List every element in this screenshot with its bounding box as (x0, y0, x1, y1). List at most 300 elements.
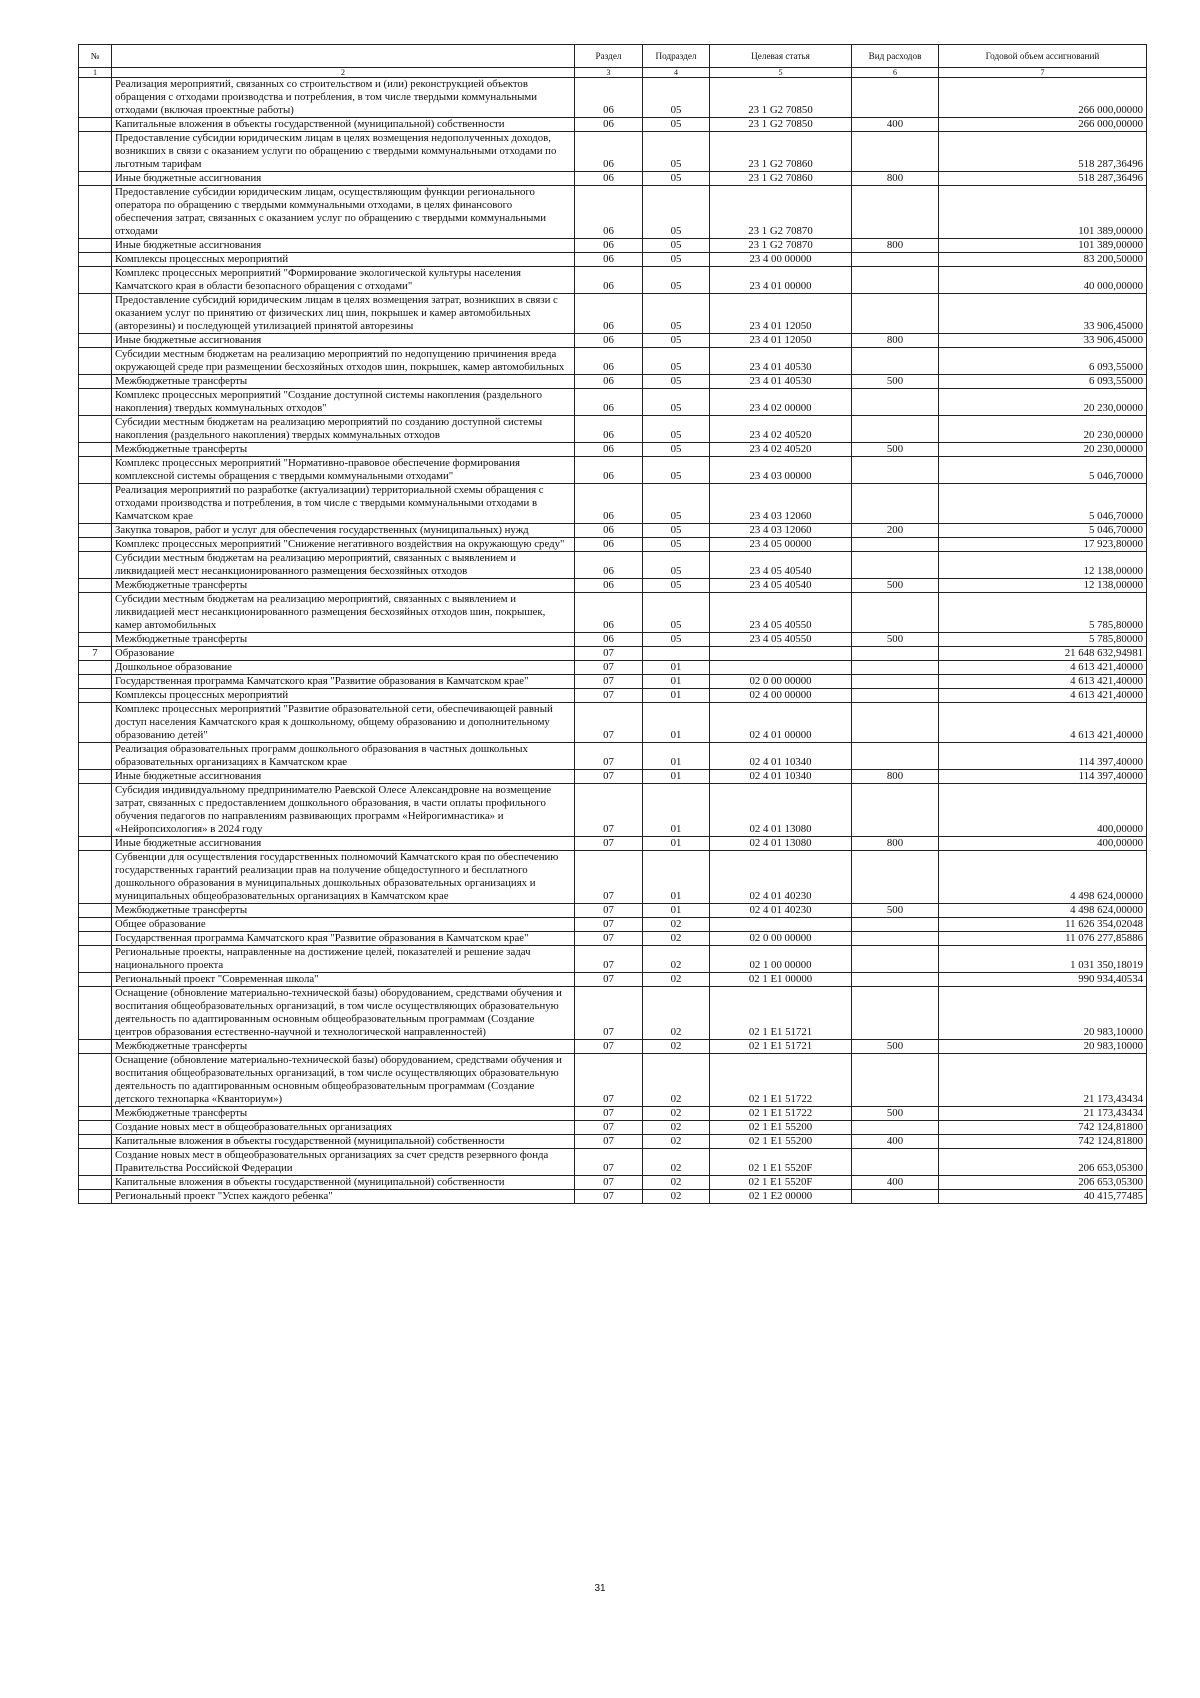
row-number (79, 267, 112, 294)
row-amount: 400,00000 (939, 784, 1147, 837)
table-row (79, 132, 1147, 172)
row-number (79, 334, 112, 348)
row-expense-type (852, 851, 939, 904)
row-name: Субсидии местным бюджетам на реализацию мероприятий, связанных с выявлением и ликвидацией мест несанкционированного размещения бесхозяйных отходов (112, 552, 575, 579)
row-amount: 21 648 632,94981 (939, 647, 1147, 661)
row-expense-type (852, 416, 939, 443)
table-row (79, 267, 1147, 294)
row-amount: 206 653,05300 (939, 1176, 1147, 1190)
row-expense-type (852, 1149, 939, 1176)
row-podrazdel: 01 (643, 784, 710, 837)
row-target-article (710, 647, 852, 661)
row-expense-type (852, 132, 939, 172)
row-razdel: 07 (575, 946, 643, 973)
row-razdel: 07 (575, 1107, 643, 1121)
table-row (79, 239, 1147, 253)
row-target-article: 02 4 01 00000 (710, 703, 852, 743)
table-row (79, 579, 1147, 593)
row-number (79, 132, 112, 172)
row-expense-type: 500 (852, 1040, 939, 1054)
row-razdel: 07 (575, 689, 643, 703)
row-podrazdel: 05 (643, 484, 710, 524)
row-razdel: 07 (575, 1176, 643, 1190)
row-number (79, 675, 112, 689)
row-razdel: 06 (575, 416, 643, 443)
row-target-article: 23 4 01 12050 (710, 294, 852, 334)
row-expense-type: 400 (852, 1176, 939, 1190)
row-podrazdel: 02 (643, 932, 710, 946)
row-amount: 40 000,00000 (939, 267, 1147, 294)
table-row (79, 784, 1147, 837)
row-razdel: 06 (575, 294, 643, 334)
row-name: Закупка товаров, работ и услуг для обеспечения государственных (муниципальных) нужд (112, 524, 575, 538)
row-expense-type (852, 1121, 939, 1135)
row-number (79, 743, 112, 770)
table-row (79, 1176, 1147, 1190)
row-name: Межбюджетные трансферты (112, 579, 575, 593)
table-row (79, 416, 1147, 443)
table-row (79, 1121, 1147, 1135)
row-target-article: 23 4 05 40550 (710, 633, 852, 647)
row-podrazdel: 05 (643, 538, 710, 552)
row-number (79, 416, 112, 443)
table-row (79, 647, 1147, 661)
row-podrazdel: 02 (643, 987, 710, 1040)
row-name: Комплексы процессных мероприятий (112, 253, 575, 267)
row-expense-type: 500 (852, 633, 939, 647)
row-target-article: 02 1 E1 51721 (710, 987, 852, 1040)
row-name: Оснащение (обновление материально-технической базы) оборудованием, средствами обучения и воспитания общеобразовательных организаций, в том числе осуществляющих образовательную деятельность по адаптированным основным общеобразовательным программам (Создание центров образования естественно-научной и технологической направленностей) (112, 987, 575, 1040)
row-expense-type (852, 743, 939, 770)
row-expense-type: 500 (852, 375, 939, 389)
table-row (79, 918, 1147, 932)
row-target-article: 23 4 05 00000 (710, 538, 852, 552)
row-razdel: 06 (575, 348, 643, 375)
row-amount: 11 626 354,02048 (939, 918, 1147, 932)
row-podrazdel: 01 (643, 770, 710, 784)
row-expense-type (852, 647, 939, 661)
row-target-article: 02 4 01 10340 (710, 770, 852, 784)
row-expense-type (852, 593, 939, 633)
row-number (79, 78, 112, 118)
row-razdel: 06 (575, 593, 643, 633)
row-target-article: 02 1 E1 51722 (710, 1054, 852, 1107)
table-row (79, 932, 1147, 946)
row-razdel: 06 (575, 524, 643, 538)
row-expense-type: 200 (852, 524, 939, 538)
row-name: Создание новых мест в общеобразовательных организациях за счет средств резервного фонда Правительства Российской Федерации (112, 1149, 575, 1176)
row-razdel: 06 (575, 253, 643, 267)
header-colnum: 7 (939, 68, 1147, 78)
row-target-article: 02 4 01 10340 (710, 743, 852, 770)
row-name: Реализация мероприятий, связанных со строительством и (или) реконструкцией объектов обращения с отходами производства и потребления, в том числе твердыми коммунальными отходами (включая проектные работы) (112, 78, 575, 118)
row-target-article: 02 4 01 40230 (710, 851, 852, 904)
row-expense-type (852, 253, 939, 267)
row-podrazdel: 05 (643, 524, 710, 538)
row-podrazdel: 05 (643, 552, 710, 579)
row-amount: 20 230,00000 (939, 416, 1147, 443)
row-name: Предоставление субсидий юридическим лицам в целях возмещения затрат, возникших в связи с оказанием услуг по принятию от физических лиц шин, покрышек и камер автомобильных (авторезины) и последующей утилизацией принятой авторезины (112, 294, 575, 334)
row-number (79, 1054, 112, 1107)
row-razdel: 07 (575, 1190, 643, 1204)
row-name: Региональные проекты, направленные на достижение целей, показателей и решение задач национального проекта (112, 946, 575, 973)
row-amount: 101 389,00000 (939, 186, 1147, 239)
row-expense-type: 400 (852, 118, 939, 132)
table-row (79, 443, 1147, 457)
row-amount: 12 138,00000 (939, 579, 1147, 593)
row-name: Субвенции для осуществления государственных полномочий Камчатского края по обеспечению государственных гарантий реализации прав на получение общедоступного и бесплатного дошкольного образования в муниципальных дошкольных образовательных организациях и муниципальных общеобразовательных организациях в Камчатском крае (112, 851, 575, 904)
row-expense-type: 400 (852, 1135, 939, 1149)
row-podrazdel: 05 (643, 239, 710, 253)
row-target-article: 23 4 01 40530 (710, 375, 852, 389)
row-name: Межбюджетные трансферты (112, 1107, 575, 1121)
table-row (79, 837, 1147, 851)
row-expense-type (852, 675, 939, 689)
row-expense-type (852, 932, 939, 946)
row-amount: 114 397,40000 (939, 743, 1147, 770)
page-number: 31 (594, 1583, 606, 1594)
row-target-article: 02 1 E1 5520F (710, 1149, 852, 1176)
row-target-article: 23 1 G2 70850 (710, 118, 852, 132)
row-podrazdel: 05 (643, 132, 710, 172)
row-amount: 5 785,80000 (939, 593, 1147, 633)
row-name: Межбюджетные трансферты (112, 633, 575, 647)
row-expense-type (852, 973, 939, 987)
row-amount: 742 124,81800 (939, 1135, 1147, 1149)
row-name: Реализация мероприятий по разработке (актуализации) территориальной схемы обращения с отходами производства и потребления, в том числе с твердыми коммунальными отходами в Камчатском крае (112, 484, 575, 524)
row-number (79, 186, 112, 239)
header-amount: Годовой объем ассигнований (939, 45, 1147, 68)
row-expense-type (852, 703, 939, 743)
table-row (79, 1135, 1147, 1149)
row-target-article: 23 1 G2 70850 (710, 78, 852, 118)
row-amount: 20 983,10000 (939, 987, 1147, 1040)
row-razdel: 06 (575, 186, 643, 239)
row-target-article: 02 1 E1 51722 (710, 1107, 852, 1121)
row-expense-type (852, 946, 939, 973)
row-number (79, 1040, 112, 1054)
row-expense-type (852, 918, 939, 932)
row-name: Межбюджетные трансферты (112, 1040, 575, 1054)
row-expense-type (852, 186, 939, 239)
row-name: Оснащение (обновление материально-технической базы) оборудованием, средствами обучения и воспитания общеобразовательных организаций, в том числе осуществляющих образовательную деятельность по адаптированным основным общеобразовательным программам (Создание детского технопарка «Кванториум») (112, 1054, 575, 1107)
row-number (79, 973, 112, 987)
table-row (79, 172, 1147, 186)
row-name: Комплекс процессных мероприятий "Создание доступной системы накопления (раздельного накопления) твердых коммунальных отходов" (112, 389, 575, 416)
row-razdel: 07 (575, 1121, 643, 1135)
row-podrazdel: 05 (643, 253, 710, 267)
row-podrazdel: 01 (643, 661, 710, 675)
row-razdel: 07 (575, 703, 643, 743)
table-row (79, 851, 1147, 904)
row-name: Комплекс процессных мероприятий "Снижение негативного воздействия на окружающую среду" (112, 538, 575, 552)
row-amount: 6 093,55000 (939, 348, 1147, 375)
header-vr: Вид расходов (852, 45, 939, 68)
row-razdel: 07 (575, 743, 643, 770)
row-expense-type: 500 (852, 904, 939, 918)
row-podrazdel: 05 (643, 593, 710, 633)
row-target-article: 02 4 00 00000 (710, 689, 852, 703)
row-expense-type (852, 389, 939, 416)
row-amount: 4 498 624,00000 (939, 851, 1147, 904)
row-target-article (710, 918, 852, 932)
row-target-article: 23 4 02 40520 (710, 416, 852, 443)
budget-table (78, 44, 1147, 1204)
table-row (79, 593, 1147, 633)
row-amount: 33 906,45000 (939, 294, 1147, 334)
row-amount: 4 613 421,40000 (939, 661, 1147, 675)
row-amount: 4 613 421,40000 (939, 703, 1147, 743)
row-podrazdel: 02 (643, 1176, 710, 1190)
row-name: Субсидии местным бюджетам на реализацию мероприятий по недопущению причинения вреда окружающей среде при размещении бесхозяйных отходов шин, покрышек, камер автомобильных (112, 348, 575, 375)
row-podrazdel: 02 (643, 946, 710, 973)
row-podrazdel: 02 (643, 1149, 710, 1176)
row-name: Капитальные вложения в объекты государственной (муниципальной) собственности (112, 1135, 575, 1149)
row-name: Субсидии местным бюджетам на реализацию мероприятий по созданию доступной системы накопления (раздельного накопления) твердых коммунальных отходов (112, 416, 575, 443)
row-razdel: 07 (575, 675, 643, 689)
row-expense-type: 800 (852, 334, 939, 348)
row-razdel: 06 (575, 538, 643, 552)
row-razdel: 06 (575, 78, 643, 118)
row-name: Субсидии местным бюджетам на реализацию мероприятий, связанных с выявлением и ликвидацией мест несанкционированного размещения бесхозяйных отходов шин, покрышек, камер автомобильных (112, 593, 575, 633)
header-colnum: 5 (710, 68, 852, 78)
table-row (79, 1107, 1147, 1121)
table-row (79, 389, 1147, 416)
row-name: Комплекс процессных мероприятий "Развитие образовательной сети, обеспечивающей равный доступ населения Камчатского края к дошкольному, общему образованию и дополнительному образованию детей" (112, 703, 575, 743)
row-amount: 17 923,80000 (939, 538, 1147, 552)
row-name: Иные бюджетные ассигнования (112, 770, 575, 784)
row-expense-type (852, 267, 939, 294)
header-colnum: 4 (643, 68, 710, 78)
row-amount: 21 173,43434 (939, 1107, 1147, 1121)
row-amount: 742 124,81800 (939, 1121, 1147, 1135)
row-target-article: 23 1 G2 70870 (710, 186, 852, 239)
row-amount: 990 934,40534 (939, 973, 1147, 987)
row-podrazdel: 05 (643, 118, 710, 132)
row-podrazdel (643, 647, 710, 661)
row-amount: 4 498 624,00000 (939, 904, 1147, 918)
table-row (79, 743, 1147, 770)
row-podrazdel: 01 (643, 689, 710, 703)
row-razdel: 06 (575, 267, 643, 294)
table-row (79, 253, 1147, 267)
row-number (79, 1135, 112, 1149)
row-name: Капитальные вложения в объекты государственной (муниципальной) собственности (112, 1176, 575, 1190)
row-target-article: 02 1 E1 51721 (710, 1040, 852, 1054)
row-number (79, 294, 112, 334)
row-podrazdel: 02 (643, 1190, 710, 1204)
row-name: Комплекс процессных мероприятий "Нормативно-правовое обеспечение формирования комплексной системы обращения с твердыми коммунальными отходами" (112, 457, 575, 484)
row-name: Межбюджетные трансферты (112, 904, 575, 918)
row-number (79, 1121, 112, 1135)
row-target-article: 23 4 00 00000 (710, 253, 852, 267)
row-expense-type: 800 (852, 172, 939, 186)
row-number (79, 837, 112, 851)
table-row (79, 987, 1147, 1040)
row-number (79, 987, 112, 1040)
header-colnum: 2 (112, 68, 575, 78)
row-number: 7 (79, 647, 112, 661)
row-number (79, 375, 112, 389)
row-target-article: 23 4 03 12060 (710, 524, 852, 538)
row-target-article: 02 0 00 00000 (710, 932, 852, 946)
row-target-article: 02 1 E2 00000 (710, 1190, 852, 1204)
row-target-article (710, 661, 852, 675)
row-number (79, 538, 112, 552)
row-podrazdel: 01 (643, 743, 710, 770)
row-podrazdel: 01 (643, 837, 710, 851)
header-podrazdel: Подраздел (643, 45, 710, 68)
row-number (79, 348, 112, 375)
row-amount: 21 173,43434 (939, 1054, 1147, 1107)
row-number (79, 918, 112, 932)
row-podrazdel: 05 (643, 416, 710, 443)
row-number (79, 851, 112, 904)
row-target-article: 02 1 E1 55200 (710, 1121, 852, 1135)
row-podrazdel: 02 (643, 973, 710, 987)
row-razdel: 06 (575, 132, 643, 172)
row-razdel: 07 (575, 1135, 643, 1149)
row-number (79, 579, 112, 593)
row-expense-type (852, 484, 939, 524)
row-number (79, 389, 112, 416)
row-name: Создание новых мест в общеобразовательных организациях (112, 1121, 575, 1135)
row-amount: 5 785,80000 (939, 633, 1147, 647)
table-row (79, 973, 1147, 987)
row-podrazdel: 05 (643, 375, 710, 389)
row-number (79, 633, 112, 647)
row-razdel: 07 (575, 647, 643, 661)
row-target-article: 23 1 G2 70870 (710, 239, 852, 253)
row-podrazdel: 05 (643, 294, 710, 334)
row-target-article: 02 1 00 00000 (710, 946, 852, 973)
row-target-article: 23 4 02 00000 (710, 389, 852, 416)
row-target-article: 02 4 01 13080 (710, 837, 852, 851)
row-razdel: 06 (575, 633, 643, 647)
row-name: Государственная программа Камчатского края "Развитие образования в Камчатском крае" (112, 932, 575, 946)
header-colnum: 6 (852, 68, 939, 78)
row-expense-type: 800 (852, 770, 939, 784)
row-number (79, 1107, 112, 1121)
row-amount: 101 389,00000 (939, 239, 1147, 253)
row-amount: 5 046,70000 (939, 484, 1147, 524)
row-target-article: 23 1 G2 70860 (710, 132, 852, 172)
row-amount: 4 613 421,40000 (939, 675, 1147, 689)
row-razdel: 07 (575, 973, 643, 987)
table-row (79, 946, 1147, 973)
table-row (79, 1149, 1147, 1176)
row-podrazdel: 05 (643, 78, 710, 118)
table-row (79, 375, 1147, 389)
table-row (79, 294, 1147, 334)
table-header (79, 45, 1147, 78)
row-target-article: 23 4 03 12060 (710, 484, 852, 524)
row-podrazdel: 02 (643, 1054, 710, 1107)
header-csr: Целевая статья (710, 45, 852, 68)
row-podrazdel: 01 (643, 703, 710, 743)
row-expense-type (852, 552, 939, 579)
row-target-article: 23 4 01 40530 (710, 348, 852, 375)
row-razdel: 06 (575, 484, 643, 524)
row-number (79, 457, 112, 484)
row-number (79, 1190, 112, 1204)
row-number (79, 443, 112, 457)
row-target-article: 02 0 00 00000 (710, 675, 852, 689)
row-target-article: 02 1 E1 5520F (710, 1176, 852, 1190)
table-body (79, 78, 1147, 1204)
row-razdel: 07 (575, 904, 643, 918)
row-name: Субсидия индивидуальному предпринимателю Раевской Олесе Александровне на возмещение затрат, связанных с предоставлением дошкольного образования, в части оплаты профильного обучения педагогов по направлениям развивающих программ «Нейрогимнастика» и «Нейропсихология» в 2024 году (112, 784, 575, 837)
row-razdel: 06 (575, 118, 643, 132)
row-expense-type (852, 661, 939, 675)
row-expense-type (852, 987, 939, 1040)
row-amount: 206 653,05300 (939, 1149, 1147, 1176)
row-podrazdel: 05 (643, 389, 710, 416)
row-target-article: 23 4 02 40520 (710, 443, 852, 457)
table-row (79, 484, 1147, 524)
row-number (79, 552, 112, 579)
row-name: Комплекс процессных мероприятий "Формирование экологической культуры населения Камчатского края в области безопасного обращения с отходами" (112, 267, 575, 294)
row-target-article: 02 1 E1 00000 (710, 973, 852, 987)
table-row (79, 661, 1147, 675)
row-amount: 400,00000 (939, 837, 1147, 851)
row-razdel: 07 (575, 851, 643, 904)
row-amount: 518 287,36496 (939, 172, 1147, 186)
row-razdel: 07 (575, 661, 643, 675)
row-expense-type (852, 348, 939, 375)
row-expense-type: 800 (852, 239, 939, 253)
row-podrazdel: 02 (643, 918, 710, 932)
row-razdel: 07 (575, 1054, 643, 1107)
row-number (79, 118, 112, 132)
row-podrazdel: 05 (643, 267, 710, 294)
row-expense-type: 800 (852, 837, 939, 851)
row-target-article: 02 4 01 40230 (710, 904, 852, 918)
row-razdel: 06 (575, 334, 643, 348)
row-expense-type: 500 (852, 1107, 939, 1121)
row-razdel: 06 (575, 389, 643, 416)
row-podrazdel: 02 (643, 1107, 710, 1121)
row-name: Иные бюджетные ассигнования (112, 172, 575, 186)
row-number (79, 239, 112, 253)
table-row (79, 186, 1147, 239)
header-colnum: 3 (575, 68, 643, 78)
row-number (79, 689, 112, 703)
row-amount: 20 230,00000 (939, 389, 1147, 416)
table-row (79, 770, 1147, 784)
row-target-article: 02 1 E1 55200 (710, 1135, 852, 1149)
row-amount: 40 415,77485 (939, 1190, 1147, 1204)
table-row (79, 334, 1147, 348)
row-name: Комплексы процессных мероприятий (112, 689, 575, 703)
row-name: Предоставление субсидии юридическим лицам в целях возмещения недополученных доходов, возникших в связи с оказанием услуги по обращению с твердыми коммунальными отходами по льготным тарифам (112, 132, 575, 172)
row-name: Межбюджетные трансферты (112, 375, 575, 389)
table-row (79, 348, 1147, 375)
row-razdel: 06 (575, 579, 643, 593)
row-number (79, 1149, 112, 1176)
row-amount: 83 200,50000 (939, 253, 1147, 267)
header-name (112, 45, 575, 68)
row-number (79, 524, 112, 538)
row-podrazdel: 01 (643, 851, 710, 904)
row-amount: 4 613 421,40000 (939, 689, 1147, 703)
row-target-article: 02 4 01 13080 (710, 784, 852, 837)
row-amount: 114 397,40000 (939, 770, 1147, 784)
row-expense-type (852, 784, 939, 837)
row-amount: 11 076 277,85886 (939, 932, 1147, 946)
row-podrazdel: 02 (643, 1121, 710, 1135)
row-amount: 5 046,70000 (939, 457, 1147, 484)
